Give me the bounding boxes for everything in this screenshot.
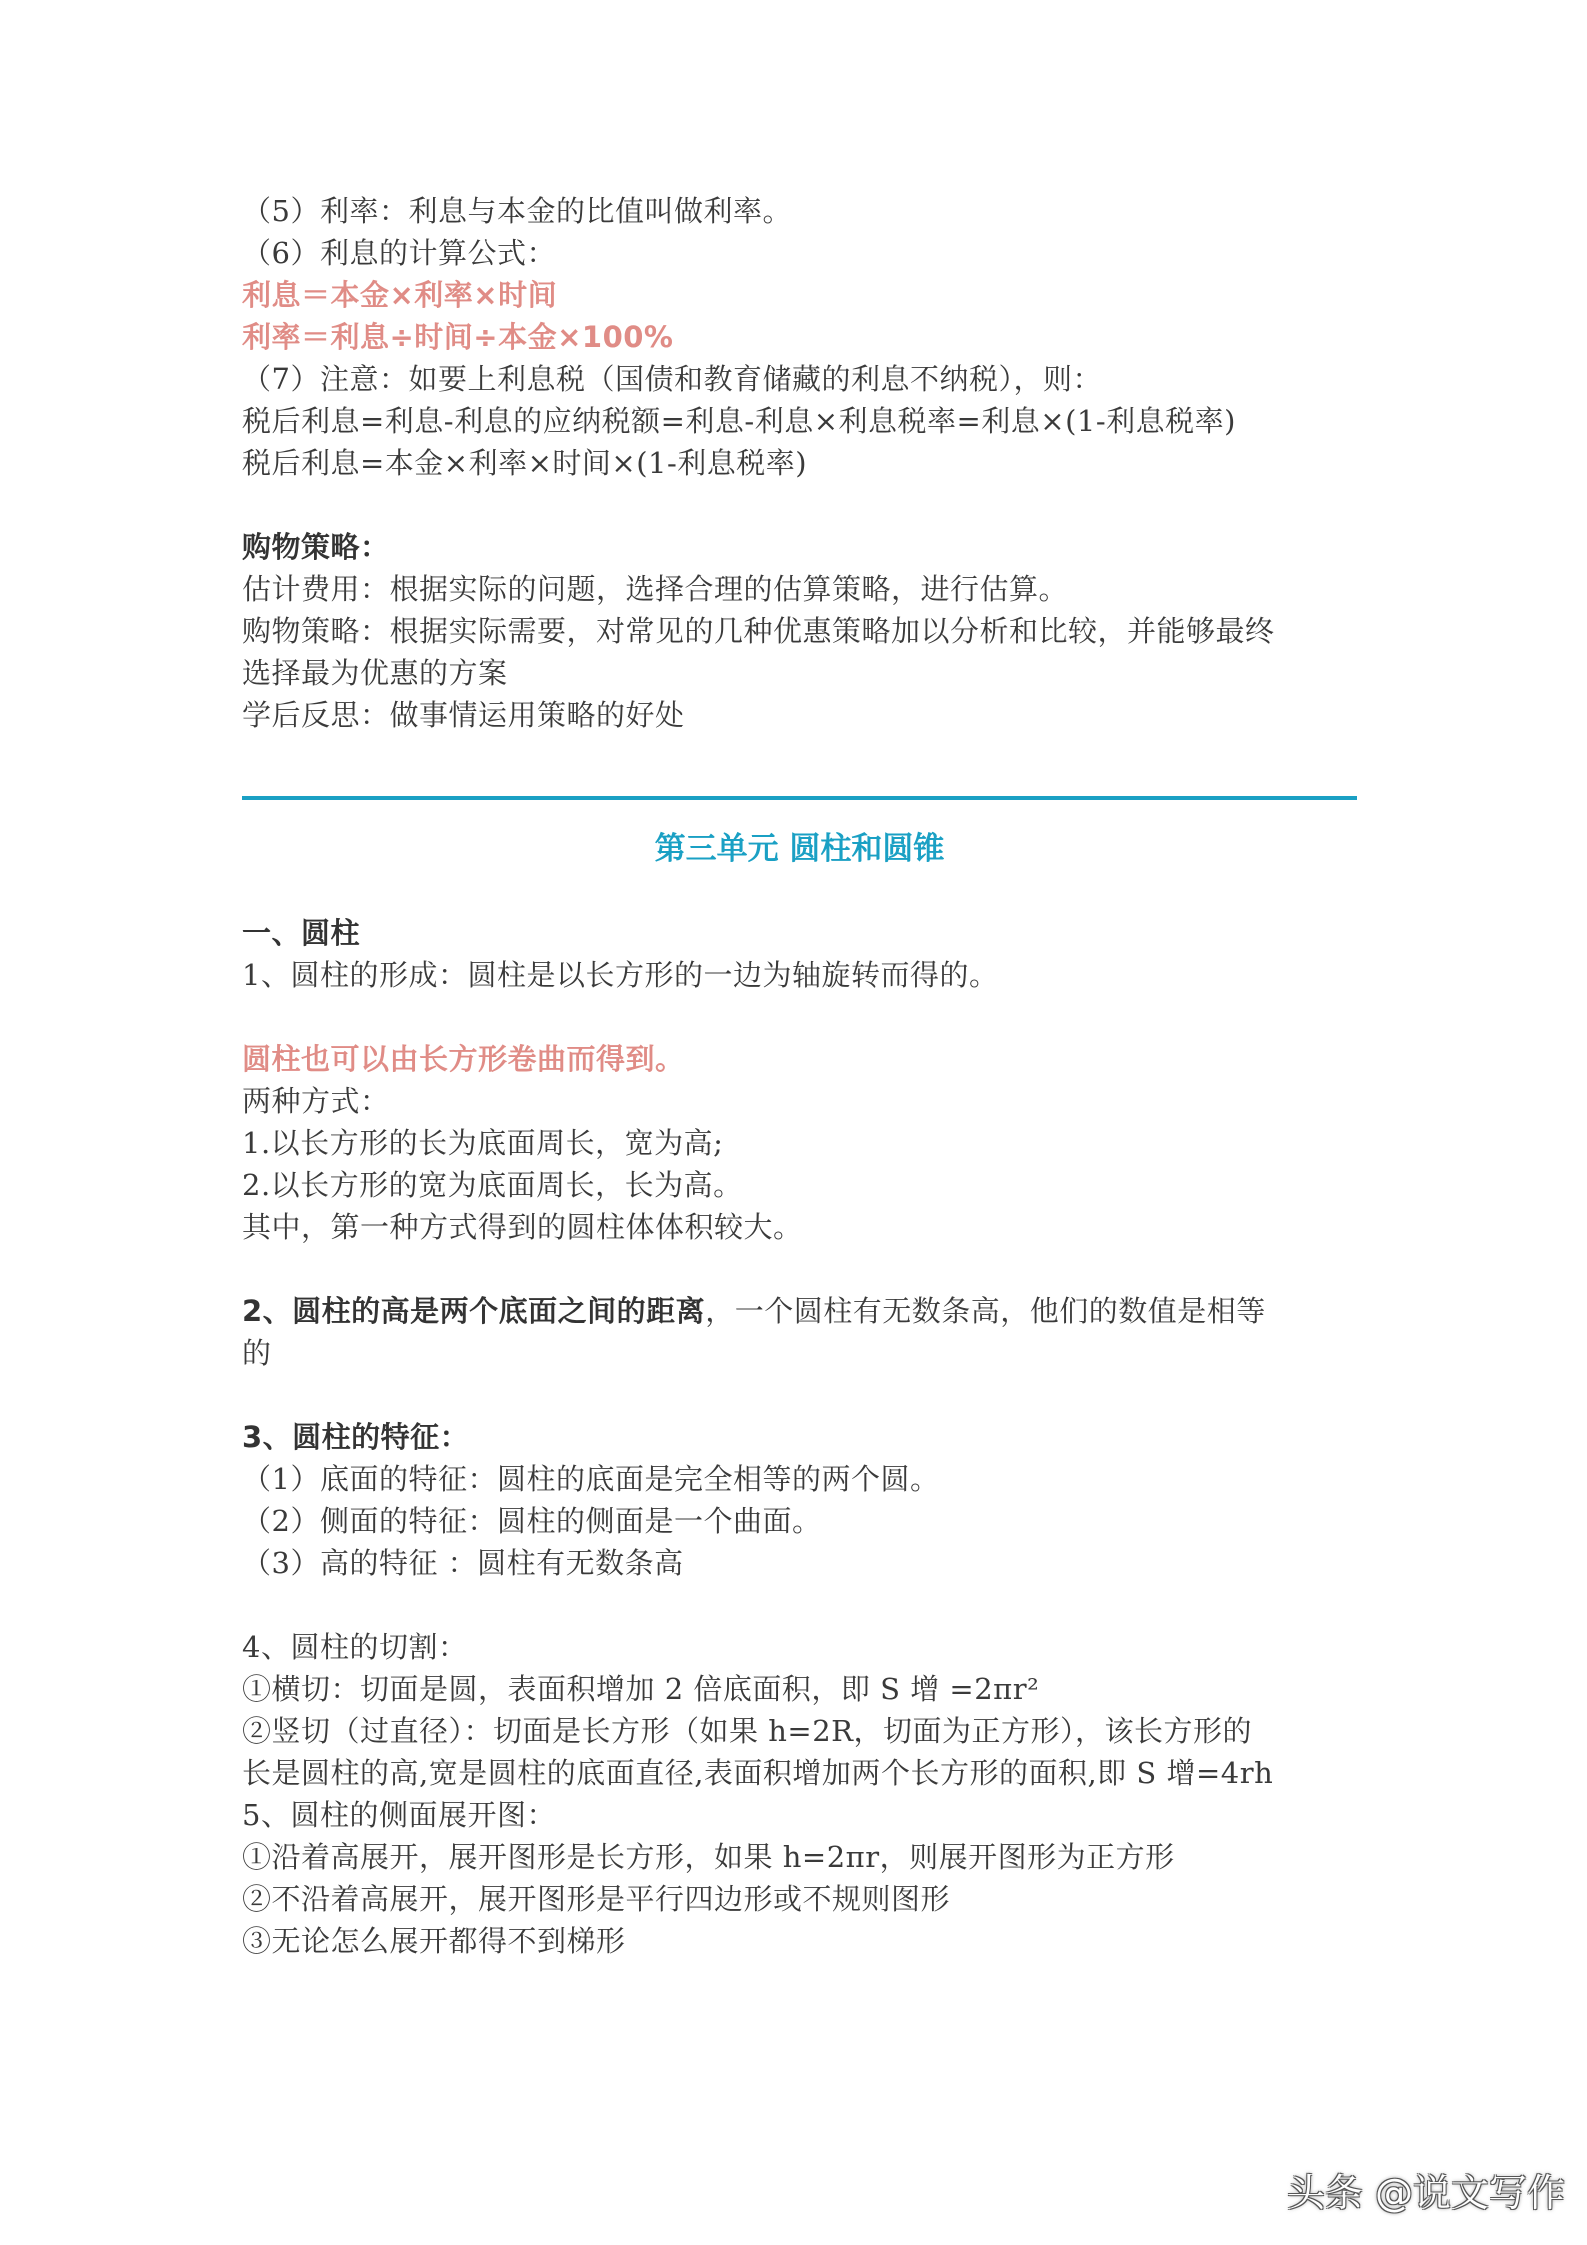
shopping-strategy-cont: 选择最为优惠的方案	[242, 656, 508, 690]
cylinder-heading: 一、圆柱	[242, 916, 361, 950]
unfold-heading: 5、圆柱的侧面展开图：	[242, 1798, 556, 1832]
after-tax-formula-2: 税后利息=本金×利率×时间×(1-利息税率)	[242, 446, 808, 480]
interest-formula: 利息＝本金×利率×时间	[242, 278, 558, 312]
way-2: 2.以长方形的宽为底面周长，长为高。	[242, 1168, 743, 1202]
cylinder-cutting-heading: 4、圆柱的切割：	[242, 1630, 468, 1664]
section-divider	[242, 796, 1357, 800]
interest-tax-note: （7）注意：如要上利息税（国债和教育储藏的利息不纳税），则：	[242, 362, 1102, 396]
unfold-3: ③无论怎么展开都得不到梯形	[242, 1924, 626, 1958]
rate-formula: 利率＝利息÷时间÷本金×100%	[242, 320, 674, 354]
cut-vertical-cont: 长是圆柱的高,宽是圆柱的底面直径,表面积增加两个长方形的面积,即 S 增=4rh	[242, 1756, 1274, 1790]
interest-formula-heading: （6）利息的计算公式：	[242, 236, 556, 270]
shopping-estimate: 估计费用：根据实际的问题，选择合理的估算策略，进行估算。	[242, 572, 1069, 606]
unfold-2: ②不沿着高展开，展开图形是平行四边形或不规则图形	[242, 1882, 951, 1916]
cut-vertical: ②竖切（过直径）：切面是长方形（如果 h=2R，切面为正方形），该长方形的	[242, 1714, 1252, 1748]
cylinder-formation: 1、圆柱的形成：圆柱是以长方形的一边为轴旋转而得的。	[242, 958, 999, 992]
shopping-strategy: 购物策略：根据实际需要，对常见的几种优惠策略加以分析和比较，并能够最终	[242, 614, 1275, 648]
cylinder-features-heading: 3、圆柱的特征：	[242, 1420, 470, 1454]
after-tax-formula-1: 税后利息=利息-利息的应纳税额=利息-利息×利息税率=利息×(1-利息税率)	[242, 404, 1236, 438]
document-page	[242, 190, 1357, 1962]
way-note: 其中，第一种方式得到的圆柱体体积较大。	[242, 1210, 803, 1244]
feature-base: （1）底面的特征：圆柱的底面是完全相等的两个圆。	[242, 1462, 940, 1496]
interest-rate-definition: （5）利率：利息与本金的比值叫做利率。	[242, 194, 792, 228]
cylinder-height-rest: ，一个圆柱有无数条高，他们的数值是相等	[705, 1294, 1266, 1328]
unfold-1: ①沿着高展开，展开图形是长方形，如果 h=2πr，则展开图形为正方形	[242, 1840, 1175, 1874]
cylinder-height	[242, 1290, 1357, 1332]
cut-horizontal: ①横切：切面是圆，表面积增加 2 倍底面积，即 S 增 =2πr²	[242, 1672, 1040, 1706]
way-1: 1.以长方形的长为底面周长，宽为高;	[242, 1126, 724, 1160]
cylinder-height-bold: 2、圆柱的高是两个底面之间的距离	[242, 1294, 706, 1328]
shopping-heading: 购物策略：	[242, 530, 390, 564]
feature-height: （3）高的特征 ：圆柱有无数条高	[242, 1546, 684, 1580]
feature-side: （2）侧面的特征：圆柱的侧面是一个曲面。	[242, 1504, 822, 1538]
shopping-reflection: 学后反思：做事情运用策略的好处	[242, 698, 685, 732]
cylinder-height-tail: 的	[242, 1336, 272, 1370]
two-ways-heading: 两种方式：	[242, 1084, 390, 1118]
watermark: 头条 @说文写作	[1286, 2171, 1565, 2215]
unit-title: 第三单元 圆柱和圆锥	[654, 831, 945, 867]
cylinder-roll-note: 圆柱也可以由长方形卷曲而得到。	[242, 1042, 685, 1076]
